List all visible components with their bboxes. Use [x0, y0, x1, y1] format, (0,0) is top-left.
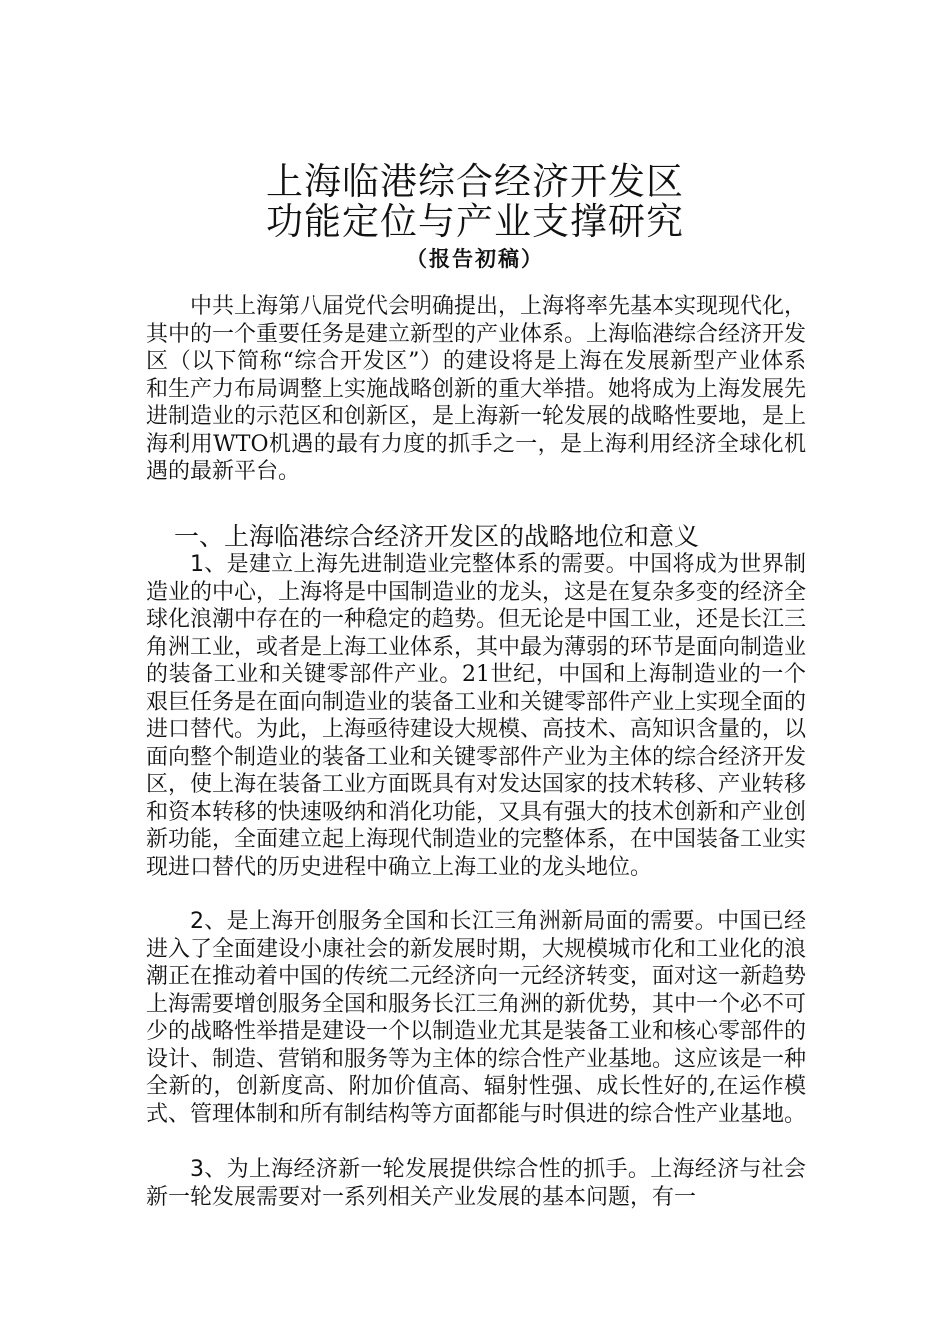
intro-paragraph: 中共上海第八届党代会明确提出，上海将率先基本实现现代化，其中的一个重要任务是建立新型的产业体系。上海临港综合经济开发区（以下简称“综合开发区”）的建设将是上海在发展新型产业体系和生产力布局调整上实施战略创新的重大举措。她将成为上海发展先进制造业的示范区和创新区，是上海新一轮发展的战略性要地，是上海利用WTO机遇的最有力度的抓手之一，是上海利用经济全球化机遇的最新平台。 — [146, 294, 807, 484]
point-body-1: 中国将成为世界制造业的中心，上海将是中国制造业的龙头，这是在复杂多变的经济全球化浪潮中存在的一种稳定的趋势。但无论是中国工业，还是长江三角洲工业，或者是上海工业体系，其中最为薄弱的环节是面向制造业的装备工业和关键零部件产业。21世纪，中国和上海制造业的一个艰巨任务是在面向制造业的装备工业和关键零部件产业上实现全面的进口替代。为此，上海亟待建设大规模、高技术、高知识含量的，以面向整个制造业的装备工业和关键零部件产业为主体的综合经济开发区，使上海在装备工业方面既具有对发达国家的技术转移、产业转移和资本转移的快速吸纳和消化功能，又具有强大的技术创新和产业创新功能，全面建立起上海现代制造业的完整体系，在中国装备工业实现进口替代的历史进程中确立上海工业的龙头地位。 — [146, 552, 807, 880]
document-subtitle: （报告初稿） — [406, 246, 544, 271]
point-paragraph-3 — [146, 1156, 806, 1211]
document-title-line2: 功能定位与产业支撑研究 — [266, 200, 684, 243]
point-lead-1: 1、是建立上海先进制造业完整体系的需要。 — [190, 552, 628, 577]
point-lead-2: 2、是上海开创服务全国和长江三角洲新局面的需要。 — [190, 909, 718, 934]
point-paragraph-2 — [146, 908, 806, 1128]
document-title-line1: 上海临港综合经济开发区 — [266, 160, 684, 203]
point-lead-3: 3、为上海经济新一轮发展提供综合性的抓手。 — [190, 1157, 651, 1182]
point-paragraph-1 — [146, 551, 806, 881]
section-heading: 一、上海临港综合经济开发区的战略地位和意义 — [174, 522, 700, 551]
point-body-3: 上海经济与社会新一轮发展需要对一系列相关产业发展的基本问题，有一 — [146, 1157, 806, 1210]
point-body-2: 中国已经进入了全面建设小康社会的新发展时期，大规模城市化和工业化的浪潮正在推动着中国的传统二元经济向一元经济转变，面对这一新趋势上海需要增创服务全国和服务长江三角洲的新优势，其中一个必不可少的战略性举措是建设一个以制造业尤其是装备工业和核心零部件的设计、制造、营销和服务等为主体的综合性产业基地。这应该是一种全新的，创新度高、附加价值高、辐射性强、成长性好的,在运作模式、管理体制和所有制结构等方面都能与时俱进的综合性产业基地。 — [146, 909, 807, 1127]
